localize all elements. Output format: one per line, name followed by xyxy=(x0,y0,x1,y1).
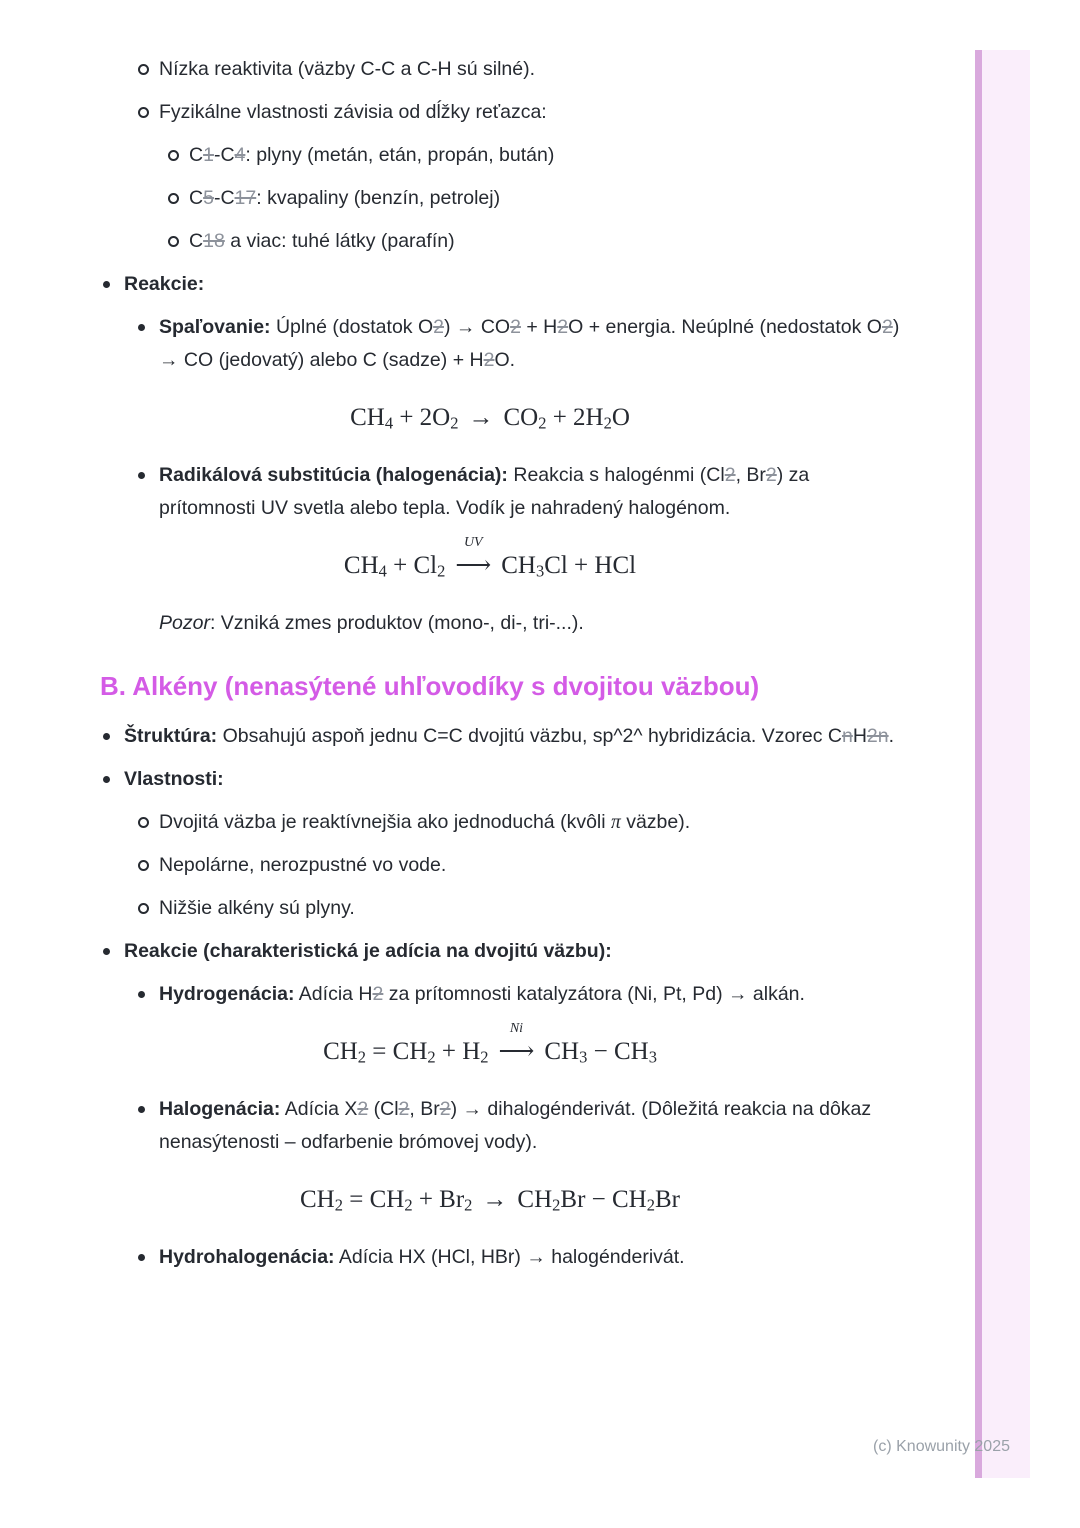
formula-text: CO xyxy=(503,404,539,431)
bullet-text xyxy=(159,1241,905,1274)
text-run: Adícia HX (HCl, HBr) → halogénderivát. xyxy=(334,1246,685,1268)
bullet-marker-circle-icon xyxy=(138,849,159,882)
text-run: π xyxy=(611,812,621,833)
reaction-arrow-icon: UV ⟶ xyxy=(455,535,492,579)
bullet-item xyxy=(168,139,905,172)
bullet-item xyxy=(138,978,905,1011)
margin-highlight-bar xyxy=(975,50,1030,1478)
formula-text: CH xyxy=(517,1186,553,1213)
text-run: a viac: tuhé látky (parafín) xyxy=(224,230,455,252)
text-run: Fyzikálne vlastnosti závisia od dĺžky reťazca: xyxy=(159,101,547,123)
bullet-text xyxy=(124,935,905,968)
bullet-item xyxy=(138,53,905,86)
bullet-item xyxy=(138,849,905,882)
formula-subscript: 2 xyxy=(646,1195,655,1215)
formula-text: Br − CH xyxy=(560,1186,647,1213)
bullet-item xyxy=(138,459,905,525)
text-run: Obsahujú aspoň jednu C=C dvojitú väzbu, sp^2^ hybridizácia. Vzorec C xyxy=(217,725,842,747)
struck-subscript-text: 1 xyxy=(203,144,214,166)
formula-text: − CH xyxy=(587,1038,649,1065)
bullet-text xyxy=(159,53,905,86)
struck-subscript-text: 2 xyxy=(510,316,521,338)
text-run: Nižšie alkény sú plyny. xyxy=(159,897,355,919)
text-run: Adícia X xyxy=(280,1098,358,1120)
text-run: : plyny (metán, etán, propán, bután) xyxy=(245,144,555,166)
bullet-item xyxy=(103,268,905,301)
reaction-arrow-icon: → xyxy=(468,404,494,431)
bullet-marker-disc-icon xyxy=(103,763,124,796)
bullet-text xyxy=(159,978,905,1011)
formula-subscript: 2 xyxy=(538,413,547,433)
bullet-text xyxy=(124,720,905,753)
struck-subscript-text: 2 xyxy=(433,316,444,338)
formula-text: CH xyxy=(300,1186,335,1213)
formula-text: + 2O xyxy=(393,404,451,431)
formula-subscript: 2 xyxy=(603,413,612,433)
text-run: Nepolárne, nerozpustné vo vode. xyxy=(159,854,447,876)
text-run: Vlastnosti: xyxy=(124,768,224,790)
struck-subscript-text: 2 xyxy=(372,983,384,1005)
text-run: ) → CO (jedovatý) alebo C (sadze) + H xyxy=(159,316,900,371)
formula-text: CH xyxy=(544,1038,580,1065)
bullet-marker-disc-icon xyxy=(138,459,159,525)
text-run: Hydrohalogenácia: xyxy=(159,1246,335,1268)
reaction-arrow-icon: → xyxy=(482,1186,508,1213)
bullet-text xyxy=(189,182,905,215)
text-run: za prítomnosti katalyzátora (Ni, Pt, Pd) → alkán. xyxy=(383,983,805,1005)
section-heading: B. Alkény (nenasýtené uhľovodíky s dvojitou väzbou) xyxy=(100,671,760,701)
bullet-marker-circle-icon xyxy=(138,892,159,925)
bullet-text xyxy=(159,849,905,882)
bullet-text xyxy=(159,806,905,839)
bullet-item xyxy=(168,225,905,258)
text-run: ) → CO xyxy=(444,316,511,338)
bullet-marker-disc-icon xyxy=(138,1241,159,1274)
bullet-item xyxy=(103,763,905,796)
struck-subscript-text: 2n xyxy=(866,725,889,747)
struck-subscript-text: 2 xyxy=(557,316,569,338)
bullet-marker-disc-icon xyxy=(138,311,159,377)
formula-subscript: 3 xyxy=(535,561,545,581)
formula-text: CH xyxy=(343,552,379,579)
text-run: Radikálová substitúcia (halogenácia): xyxy=(159,464,508,486)
bullet-marker-disc-icon xyxy=(103,720,124,753)
bullet-marker-circle-icon xyxy=(168,182,189,215)
formula-text: CH xyxy=(350,404,385,431)
text-run: Úplné (dostatok O xyxy=(270,316,434,338)
text-run: (Cl xyxy=(368,1098,399,1120)
formula-text: + 2H xyxy=(546,404,604,431)
text-run: Reakcie (charakteristická je adícia na dvojitú väzbu): xyxy=(124,940,612,962)
struck-subscript-text: 2 xyxy=(439,1098,451,1120)
text-run: H xyxy=(852,725,867,747)
formula-text: + H xyxy=(435,1038,481,1065)
formula-subscript: 2 xyxy=(437,561,446,581)
formula-subscript: 4 xyxy=(384,413,394,433)
formula-subscript: 2 xyxy=(450,413,459,433)
formula-subscript: 2 xyxy=(334,1195,343,1215)
struck-subscript-text: 17 xyxy=(234,187,257,209)
bullet-marker-disc-icon xyxy=(103,268,124,301)
text-run: ) za prítomnosti UV svetla alebo tepla. Vodík je nahradený halogénom. xyxy=(159,464,810,519)
bullet-text xyxy=(189,225,905,258)
text-run: Adícia H xyxy=(294,983,373,1005)
text-run: väzbe). xyxy=(620,811,691,833)
formula-subscript: 2 xyxy=(404,1195,413,1215)
text-run: Spaľovanie: xyxy=(159,316,271,338)
struck-subscript-text: 5 xyxy=(203,187,214,209)
text-run: . xyxy=(888,725,895,747)
bullet-marker-circle-icon xyxy=(138,53,159,86)
bullet-text xyxy=(124,763,905,796)
chemical-equation xyxy=(130,1185,850,1215)
formula-text: + Br xyxy=(412,1186,465,1213)
formula-subscript: 2 xyxy=(552,1195,561,1215)
text-run: O + energia. Neúplné (nedostatok O xyxy=(568,316,882,338)
bullet-text xyxy=(159,1093,905,1159)
formula-subscript: 3 xyxy=(648,1047,657,1067)
bullet-marker-circle-icon xyxy=(168,225,189,258)
formula-subscript: 2 xyxy=(464,1195,473,1215)
bullet-item xyxy=(138,806,905,839)
chemical-equation xyxy=(130,1021,850,1067)
bullet-item xyxy=(138,96,905,129)
chemical-equation xyxy=(130,535,850,581)
formula-subscript: 3 xyxy=(579,1047,588,1067)
text-run: C xyxy=(189,144,204,166)
text-run: Hydrogenácia: xyxy=(159,983,295,1005)
formula-subscript: 4 xyxy=(378,561,387,581)
text-run: Pozor xyxy=(159,612,210,634)
bullet-text xyxy=(189,139,905,172)
bullet-item xyxy=(138,311,905,377)
formula-text: CH xyxy=(323,1038,358,1065)
struck-subscript-text: 2 xyxy=(765,464,777,486)
text-run: C xyxy=(189,230,204,252)
struck-subscript-text: 18 xyxy=(203,230,225,252)
text-run: + H xyxy=(520,316,558,338)
formula-subscript: 2 xyxy=(480,1047,489,1067)
struck-subscript-text: 2 xyxy=(724,464,736,486)
text-run: Reakcia s halogénmi (Cl xyxy=(507,464,725,486)
formula-text: O xyxy=(611,404,630,431)
arrow-condition-label: UV xyxy=(463,535,483,550)
bullet-marker-disc-icon xyxy=(103,935,124,968)
text-run: Halogenácia: xyxy=(159,1098,281,1120)
bullet-marker-circle-icon xyxy=(168,139,189,172)
text-run: Nízka reaktivita (väzby C-C a C-H sú silné). xyxy=(159,58,536,80)
bullet-text xyxy=(159,96,905,129)
bullet-text xyxy=(124,268,905,301)
struck-subscript-text: 2 xyxy=(357,1098,369,1120)
text-run: C xyxy=(189,187,204,209)
text-run: Reakcie: xyxy=(124,273,205,295)
bullet-item xyxy=(103,935,905,968)
watermark: (c) Knowunity 2025 xyxy=(873,1438,1010,1455)
note-line xyxy=(159,607,905,640)
bullet-text xyxy=(159,459,905,525)
formula-text: = CH xyxy=(342,1186,405,1213)
struck-subscript-text: 4 xyxy=(234,144,246,166)
bullet-item xyxy=(103,720,905,753)
formula-text: CH xyxy=(501,552,536,579)
formula-text: Br xyxy=(654,1186,680,1213)
formula-subscript: 2 xyxy=(357,1047,367,1067)
bullet-marker-circle-icon xyxy=(138,806,159,839)
formula-text: Cl + HCl xyxy=(544,552,637,579)
text-run: : Vzniká zmes produktov (mono-, di-, tri-...). xyxy=(209,612,584,634)
arrow-condition-label: Ni xyxy=(509,1021,524,1036)
reaction-arrow-icon: Ni ⟶ xyxy=(498,1021,535,1065)
bullet-text xyxy=(159,311,905,377)
formula-text: = CH xyxy=(366,1038,428,1065)
struck-subscript-text: n xyxy=(841,725,853,747)
text-run: , Br xyxy=(409,1098,440,1120)
text-run: -C xyxy=(213,187,235,209)
formula-subscript: 2 xyxy=(427,1047,436,1067)
text-run: ) → dihalogénderivát. (Dôležitá reakcia na dôkaz nenasýtenosti – odfarbenie brómovej vody). xyxy=(159,1098,872,1153)
bullet-item xyxy=(138,1093,905,1159)
struck-subscript-text: 2 xyxy=(483,349,495,371)
bullet-item xyxy=(168,182,905,215)
text-run: Štruktúra: xyxy=(124,725,218,747)
struck-subscript-text: 2 xyxy=(398,1098,410,1120)
chemical-equation xyxy=(130,403,850,433)
bullet-text xyxy=(159,892,905,925)
formula-text: + Cl xyxy=(386,552,438,579)
bullet-marker-circle-icon xyxy=(138,96,159,129)
text-run: -C xyxy=(213,144,235,166)
text-run: : kvapaliny (benzín, petrolej) xyxy=(256,187,501,209)
bullet-marker-disc-icon xyxy=(138,978,159,1011)
struck-subscript-text: 2 xyxy=(881,316,893,338)
text-run: O. xyxy=(494,349,516,371)
text-run: , Br xyxy=(735,464,766,486)
bullet-item xyxy=(138,892,905,925)
bullet-marker-disc-icon xyxy=(138,1093,159,1159)
text-run: Dvojitá väzba je reaktívnejšia ako jednoduchá (kvôli xyxy=(159,811,611,833)
bullet-item xyxy=(138,1241,905,1274)
